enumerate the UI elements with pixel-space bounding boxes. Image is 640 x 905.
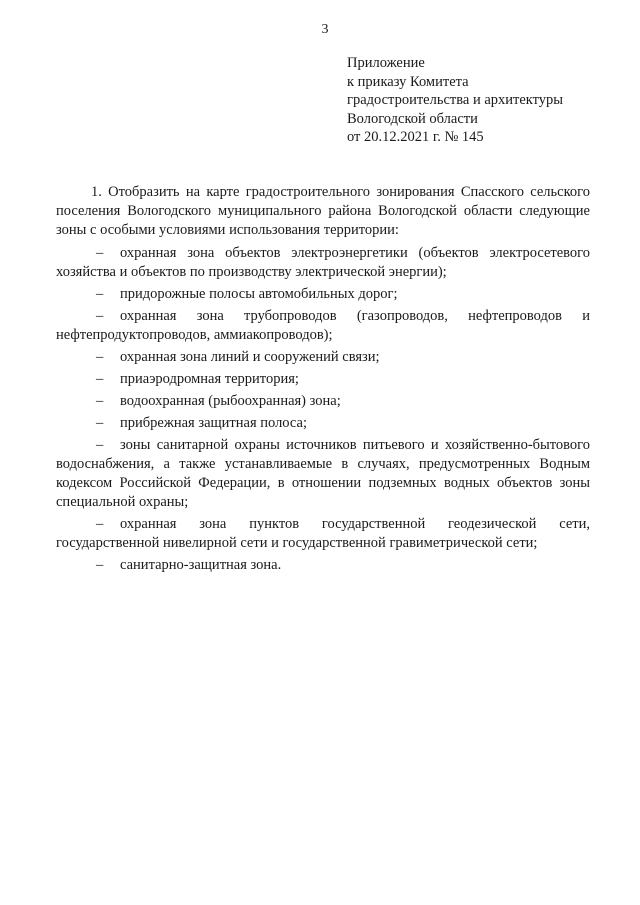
appendix-line: Приложение bbox=[347, 55, 425, 71]
appendix-header bbox=[347, 54, 563, 147]
list-item bbox=[56, 414, 590, 433]
appendix-line: градостроительства и архитектуры bbox=[347, 92, 564, 108]
appendix-line: Вологодской области bbox=[347, 110, 478, 127]
dash-bullet: – bbox=[96, 286, 104, 302]
list-item bbox=[56, 244, 590, 282]
document-body bbox=[56, 183, 590, 578]
list-item-text: санитарно-защитная зона. bbox=[120, 557, 282, 573]
dash-bullet: – bbox=[96, 393, 104, 409]
intro-paragraph: 1. Отобразить на карте градостроительного зонирования Спасского сельского поселения Вологодского муниципального района Вологодской области следующие зоны с особыми условиями использования территории: bbox=[56, 184, 590, 238]
list-item bbox=[56, 556, 590, 575]
zone-list bbox=[56, 244, 590, 575]
dash-bullet: – bbox=[96, 557, 104, 573]
list-item-text: прибрежная защитная полоса; bbox=[120, 415, 307, 431]
appendix-date-line: от 20.12.2021 г. № 145 bbox=[347, 129, 484, 145]
list-item bbox=[56, 370, 590, 389]
list-item bbox=[56, 307, 590, 345]
list-item-text: зоны санитарной охраны источников питьевого и хозяйственно-бытового водоснабжения, а также устанавливаемые в случаях, предусмотренных Водным кодексом Российской Федерации, в отношении подземных водных объектов зоны специальной охраны; bbox=[56, 437, 590, 510]
list-item-text: придорожные полосы автомобильных дорог; bbox=[120, 286, 398, 302]
list-item bbox=[56, 285, 590, 304]
list-item bbox=[56, 348, 590, 367]
list-item-text: водоохранная (рыбоохранная) зона; bbox=[120, 393, 341, 409]
list-item-text: охранная зона объектов электроэнергетики (объектов электросетевого хозяйства и объектов по производству электрической энергии); bbox=[56, 245, 590, 280]
list-item bbox=[56, 515, 590, 553]
list-item-text: охранная зона линий и сооружений связи; bbox=[120, 349, 380, 365]
dash-bullet: – bbox=[96, 349, 104, 365]
list-item-text: охранная зона пунктов государственной геодезической сети, государственной нивелирной сети и государственной гравиметрической сети; bbox=[56, 516, 590, 551]
list-item bbox=[56, 392, 590, 411]
dash-bullet: – bbox=[96, 245, 104, 261]
appendix-line: к приказу Комитета bbox=[347, 73, 469, 90]
dash-bullet: – bbox=[96, 516, 104, 532]
dash-bullet: – bbox=[96, 437, 104, 453]
list-item-text: охранная зона трубопроводов (газопроводов, нефтепроводов и нефтепродуктопроводов, аммиакопроводов); bbox=[56, 308, 590, 343]
list-item bbox=[56, 436, 590, 512]
dash-bullet: – bbox=[96, 308, 104, 324]
dash-bullet: – bbox=[96, 415, 104, 431]
dash-bullet: – bbox=[96, 371, 104, 387]
page-number: 3 bbox=[321, 22, 329, 37]
list-item-text: приаэродромная территория; bbox=[120, 371, 299, 387]
